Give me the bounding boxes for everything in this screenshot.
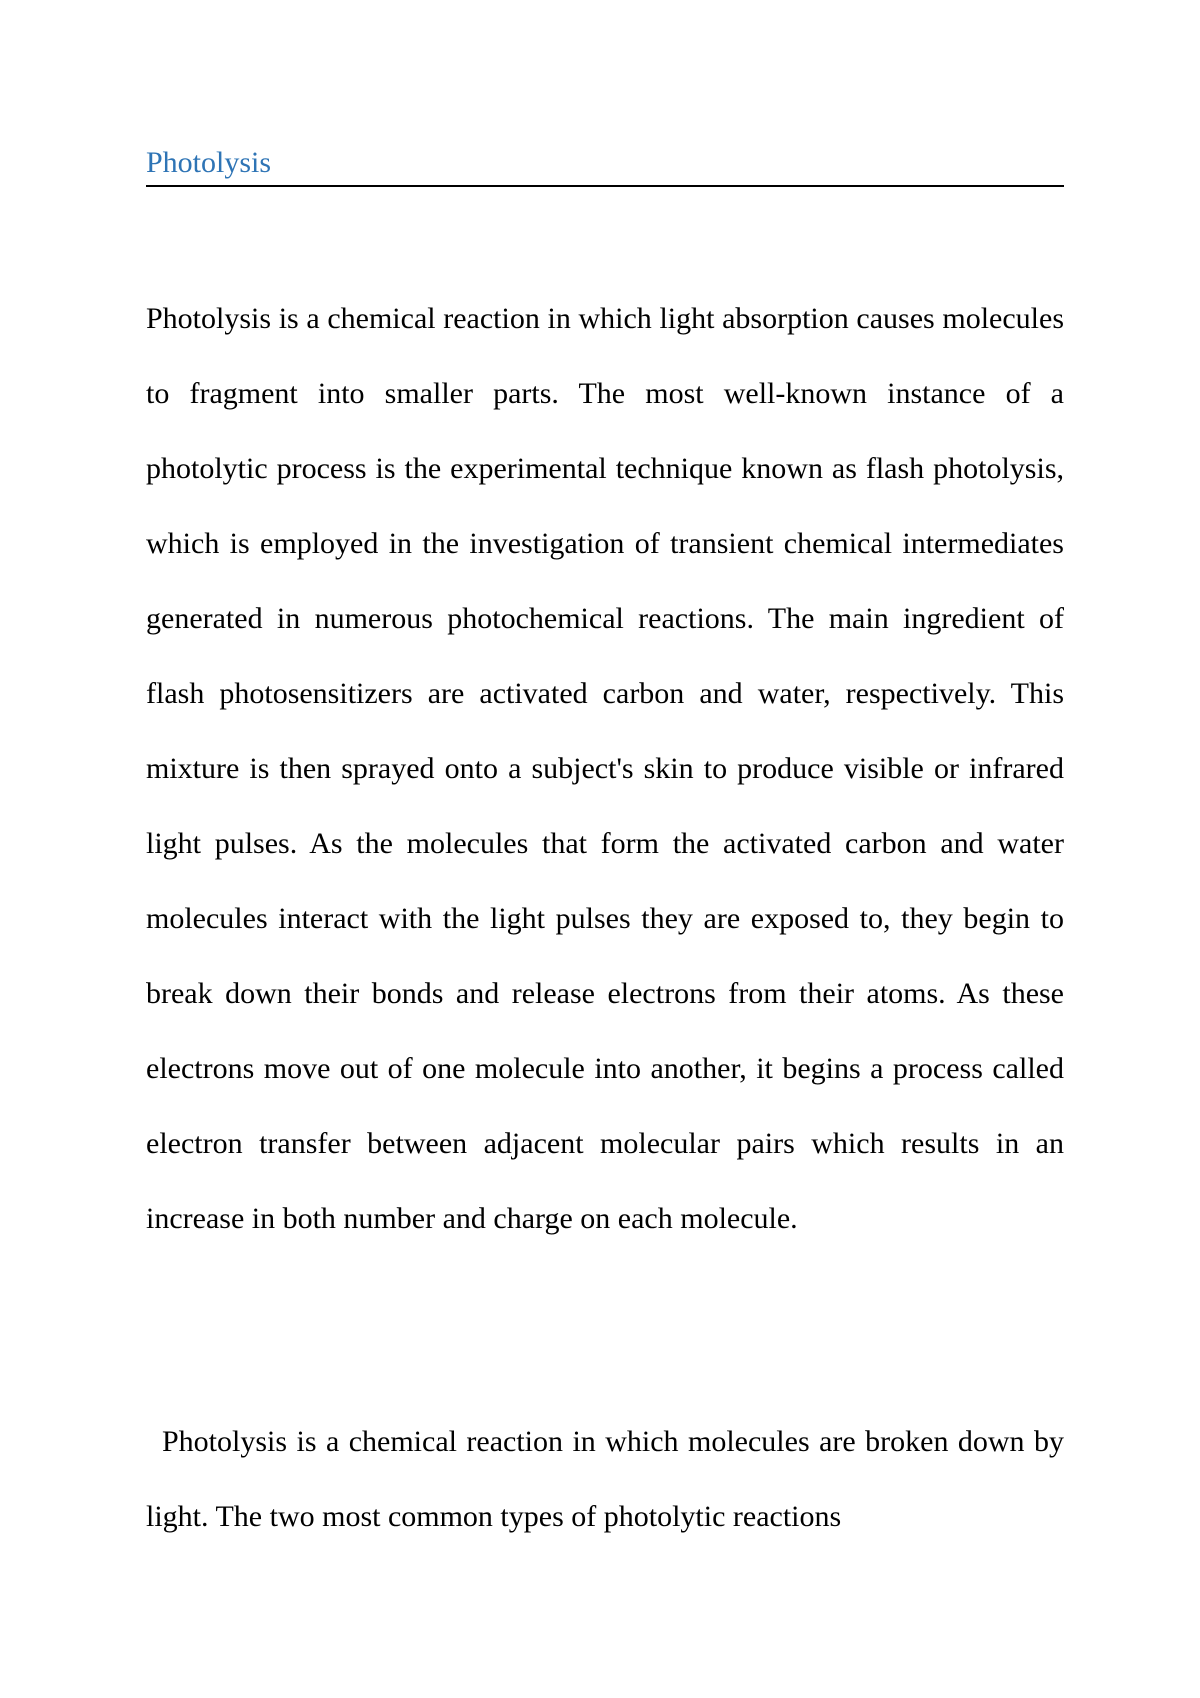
paragraph-1: Photolysis is a chemical reaction in which light absorption causes molecules to fragment into smaller parts. The most well-known instance of a photolytic process is the experimental technique known as flash photolysis, which is employed in the investigation of transient chemical intermediates generated in numerous photochemical reactions. The main ingredient of flash photosensitizers are activated carbon and water, respectively. This mixture is then sprayed onto a subject's skin to produce visible or infrared light pulses. As the molecules that form the activated carbon and water molecules interact with the light pulses they are exposed to, they begin to break down their bonds and release electrons from their atoms. As these electrons move out of one molecule into another, it begins a process called electron transfer between adjacent molecular pairs which results in an increase in both number and charge on each molecule.: [146, 302, 1064, 1235]
paragraph-2: Photolysis is a chemical reaction in which molecules are broken down by light. The two most common types of photolytic reactions: [146, 1425, 1064, 1533]
document-heading: Photolysis: [146, 143, 1064, 187]
